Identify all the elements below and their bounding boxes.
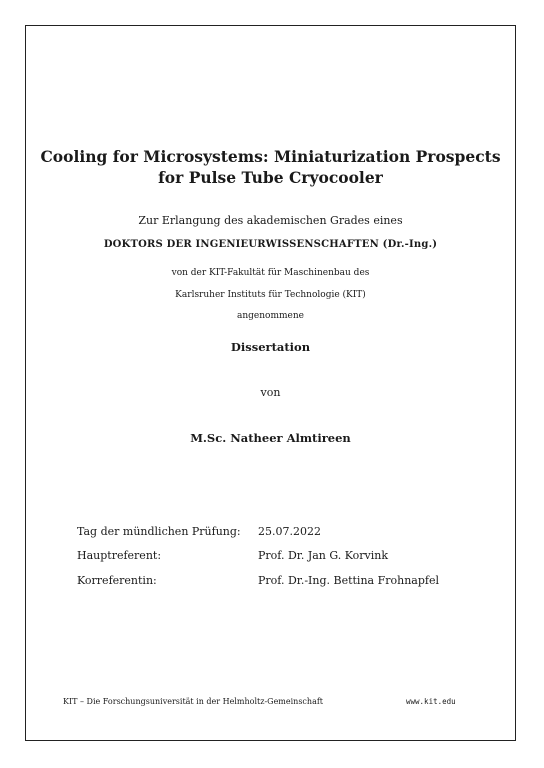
thesis-title <box>25 146 516 188</box>
exam-date-label: Tag der mündlichen Prüfung: <box>77 525 241 538</box>
exam-date-row <box>77 525 497 541</box>
thesis-title-line-2: for Pulse Tube Cryocooler <box>158 168 383 187</box>
author-name: M.Sc. Natheer Almtireen <box>190 431 351 445</box>
main-referee-label: Hauptreferent: <box>77 549 162 562</box>
faculty-line-3: angenommene <box>237 311 304 321</box>
main-referee-row <box>77 549 497 565</box>
footer-institution: KIT – Die Forschungsuniversität in der Helmholtz-Gemeinschaft <box>63 697 324 706</box>
document-type: Dissertation <box>230 340 311 354</box>
co-referee-row <box>77 574 497 590</box>
thesis-title-line-1: Cooling for Microsystems: Miniaturization Prospects <box>40 147 501 166</box>
faculty-line-2: Karlsruher Instituts für Technologie (KIT) <box>175 290 366 300</box>
faculty-line-1: von der KIT-Fakultät für Maschinenbau des <box>171 268 370 278</box>
degree-name: DOKTORS DER INGENIEURWISSENSCHAFTEN (Dr.-Ing.) <box>103 239 438 250</box>
exam-date-value: 25.07.2022 <box>258 525 321 538</box>
page-border <box>25 25 516 741</box>
co-referee-label: Korreferentin: <box>77 574 157 587</box>
main-referee-value: Prof. Dr. Jan G. Korvink <box>258 549 389 562</box>
footer-url: www.kit.edu <box>406 697 456 706</box>
degree-intro: Zur Erlangung des akademischen Grades eines <box>138 214 403 227</box>
by-label: von <box>260 386 281 399</box>
co-referee-value: Prof. Dr.-Ing. Bettina Frohnapfel <box>258 574 439 587</box>
